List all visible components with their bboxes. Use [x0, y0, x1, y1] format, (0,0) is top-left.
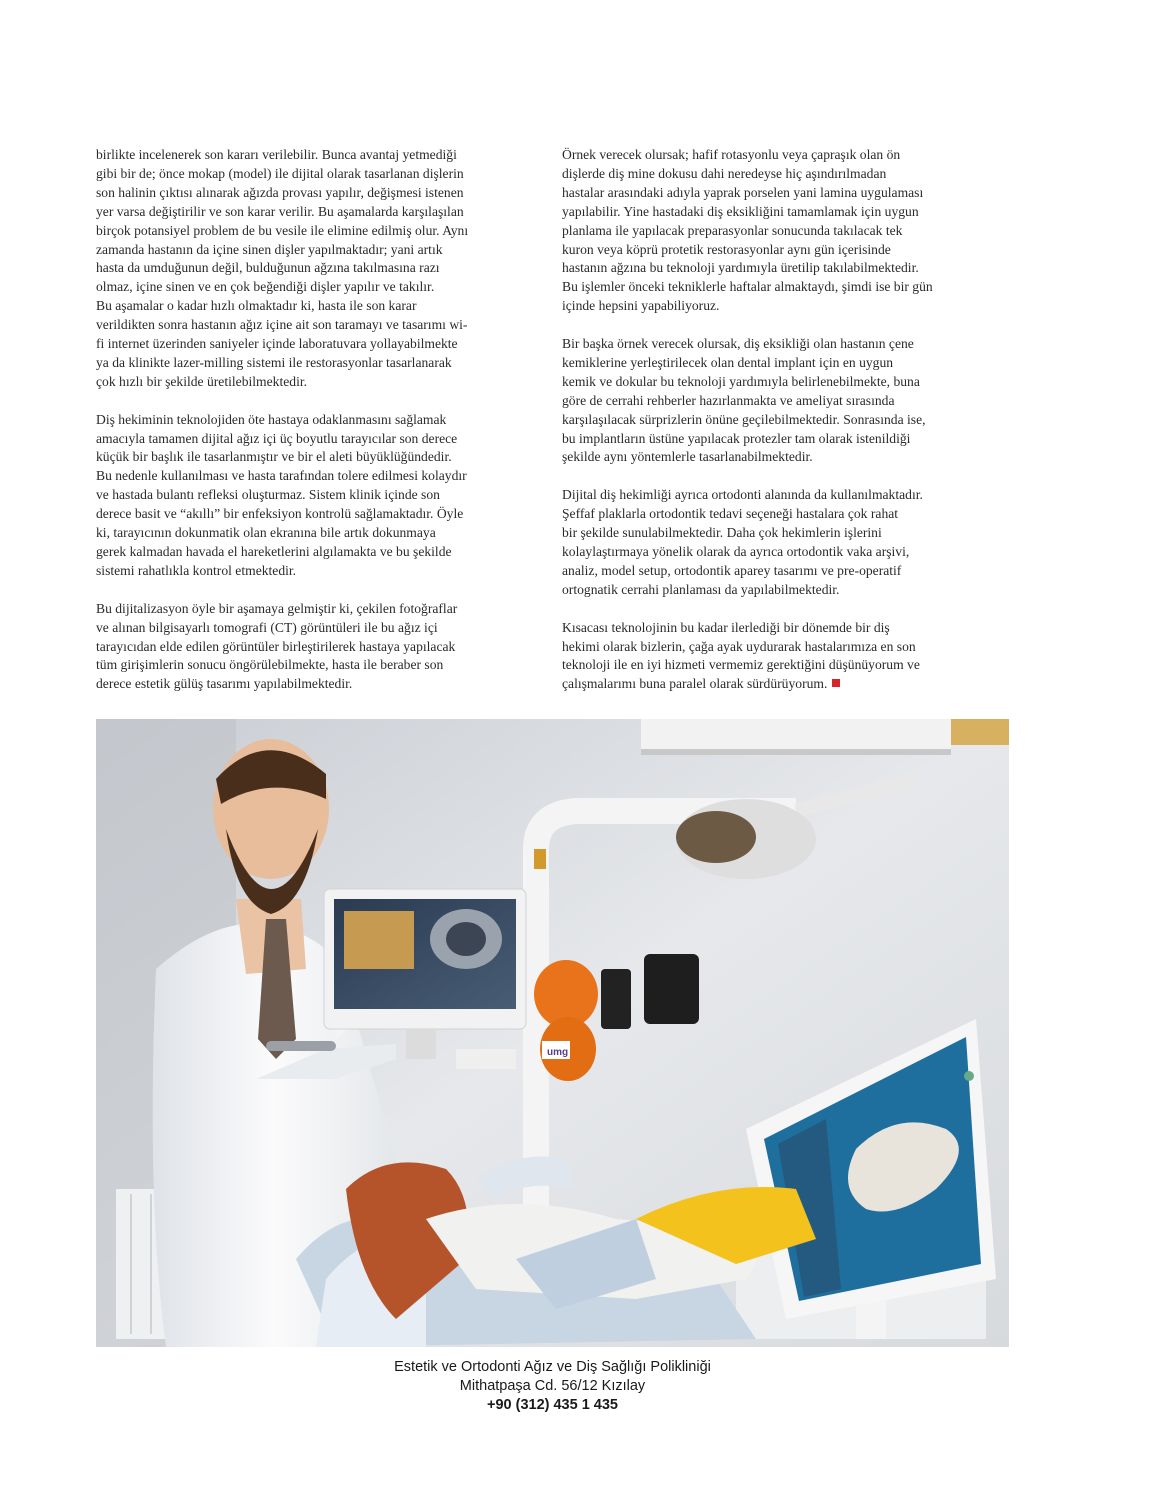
article-line: dişlerde diş mine dokusu dahi neredeyse hiç aşındırılmadan: [562, 165, 887, 181]
article-line: Bu işlemler önceki tekniklerle haftalar almaktaydı, şimdi ise bir gün: [562, 279, 933, 295]
article-line: gibi bir de; önce mokap (model) ile dijital olarak tasarlanan dişlerin: [96, 165, 464, 181]
article-line: birçok potansiyel problem de bu vesile ile elimine edilmiş olur. Aynı: [96, 222, 469, 238]
article-line: zamanda hastanın da içine sinen dişler yapılmaktadır; yani artık: [96, 241, 443, 257]
article-line: verildikten sonra hastanın ağız içine ait son taramayı ve tasarımı wi-: [96, 317, 468, 333]
article-line: Bir başka örnek verecek olursak, diş eksikliği olan hastanın çene: [562, 336, 914, 352]
article-line: bu implantların üstüne yapılacak protezler tam olarak istenildiği: [562, 430, 911, 446]
article-line: kuron veya köprü protetik restorasyonlar aynı gün içerisinde: [562, 241, 891, 257]
article-line: Kısacası teknolojinin bu kadar ilerlediği bir dönemde bir diş: [562, 619, 890, 635]
article-line: olmaz, içine sinen ve en çok beğendiği dişler yapılır ve takılır.: [96, 279, 435, 295]
article-line: Şeffaf plaklarla ortodontik tedavi seçeneği hastalara çok rahat: [562, 506, 899, 522]
article-line: ortognatik cerrahi planlaması da yapılabilmektedir.: [562, 581, 840, 597]
article-line: derece basit ve “akıllı” bir enfeksiyon kontrolü sağlamaktadır. Öyle: [96, 506, 464, 522]
article-line: teknoloji ile en iyi hizmeti vermemiz gerektiğini düşünüyorum ve: [562, 657, 920, 673]
article-line: ve alınan bilgisayarlı tomografi (CT) görüntüleri ile bu ağız içi: [96, 619, 438, 635]
article-paragraph: [96, 600, 541, 695]
article-line: planlama ile yapılacak preparasyonlar sonucunda takılacak tek: [562, 222, 903, 238]
mascot-badge-text: umg: [547, 1047, 569, 1058]
article-paragraph: [562, 486, 1010, 599]
article-line: birlikte incelenerek son kararı verilebilir. Bunca avantaj yetmediği: [96, 147, 457, 162]
article-line: Dijital diş hekimliği ayrıca ortodonti alanında da kullanılmaktadır.: [562, 487, 923, 503]
article-line: çalışmalarımı buna paralel olarak sürdürüyorum.: [562, 675, 1010, 694]
article-paragraph: [96, 411, 541, 581]
article-line: şekilde aynı yöntemlerle tasarlanabilmektedir.: [562, 449, 813, 465]
article-line: Bu dijitalizasyon öyle bir aşamaya gelmiştir ki, çekilen fotoğraflar: [96, 600, 458, 616]
article-line: yapılabilir. Yine hastadaki diş eksikliğini tamamlamak için uygun: [562, 203, 919, 219]
article-line: ki, tarayıcının dokunmatik olan ekranına bile artık dokunmaya: [96, 525, 436, 541]
article-paragraph: [96, 146, 541, 392]
article-line: son halinin çıktısı alınarak ağızda provası yapılır, değişmesi istenen: [96, 184, 464, 200]
article-line: hasta da umduğunun değil, bulduğunun ağzına takılmasına razı: [96, 260, 440, 276]
article-line: yer varsa değiştirilir ve son karar verilir. Bu aşamalarda karşılaşılan: [96, 203, 464, 219]
clinic-name: Estetik ve Ortodonti Ağız ve Diş Sağlığı Polikliniği: [394, 1359, 711, 1375]
article-paragraph: [562, 146, 1010, 316]
article-line: ya da klinikte lazer-milling sistemi ile restorasyonlar tasarlanarak: [96, 354, 452, 370]
article-line: Bu nedenle kullanılması ve hasta tarafından tolere edilmesi kolaydır: [96, 468, 467, 484]
article-line: göre de cerrahi rehberler hazırlanmakta ve ameliyat sırasında: [562, 392, 895, 408]
photo-caption: [96, 1358, 1009, 1415]
article-line: çok hızlı bir şekilde üretilebilmektedir.: [96, 373, 308, 389]
article-line: karşılaşılacak sürprizlerin önüne geçilebilmektedir. Sonrasında ise,: [562, 411, 926, 427]
article-line: küçük bir başlık ile tasarlanmıştır ve bir el aleti büyüklüğündedir.: [96, 449, 452, 465]
article-left-column: [96, 146, 541, 713]
article-line: ve hastada bulantı refleksi oluşturmaz. Sistem klinik içinde son: [96, 487, 440, 503]
article-line: derece estetik gülüş tasarımı yapılabilmektedir.: [96, 676, 353, 692]
article-line: kemiklerine yerleştirilecek olan dental implant için en uygun: [562, 354, 894, 370]
article-line: tüm girişimlerin sonucu öngörülebilmekte, hasta ile beraber son: [96, 657, 444, 673]
article-line: kolaylaştırmaya yönelik olarak da ayrıca ortodontik vaka arşivi,: [562, 544, 910, 559]
article-line: Örnek verecek olursak; hafif rotasyonlu veya çapraşık olan ön: [562, 147, 901, 162]
article-line: Diş hekiminin teknolojiden öte hastaya odaklanmasını sağlamak: [96, 411, 447, 427]
article-line: tarayıcıdan elde edilen görüntüler birleştirilerek hastaya yapılacak: [96, 638, 456, 654]
article-line: Bu aşamalar o kadar hızlı olmaktadır ki, hasta ile son karar: [96, 298, 417, 314]
article-line: gerek kalmadan havada el hareketlerini algılamakta ve bu şekilde: [96, 544, 452, 560]
article-line: hastalar arasındaki adıyla yaprak porselen yani lamina uygulaması: [562, 184, 924, 200]
article-line: amacıyla tamamen dijital ağız içi üç boyutlu tarayıcılar son derece: [96, 430, 458, 446]
article-line: kemik ve dokular bu teknoloji yardımıyla belirlenebilmekte, buna: [562, 373, 920, 389]
article-line: içinde hepsini yapabiliyoruz.: [562, 298, 720, 314]
article-line: analiz, model setup, ortodontik aparey tasarımı ve pre-operatif: [562, 562, 902, 578]
clinic-photo: [96, 719, 1009, 1347]
article-paragraph: [562, 335, 1010, 467]
clinic-address: Mithatpaşa Cd. 56/12 Kızılay: [459, 1378, 646, 1394]
clinic-phone[interactable]: +90 (312) 435 1 435: [486, 1397, 618, 1413]
article-line: bir şekilde sunulabilmektedir. Daha çok hekimlerin işlerini: [562, 525, 882, 541]
article-right-column: [562, 146, 1010, 713]
end-of-article-mark: [832, 679, 840, 687]
article-line: hastanın ağzına bu teknoloji yardımıyla üretilip takılabilmektedir.: [562, 260, 919, 276]
article-paragraph: [562, 619, 1010, 695]
article-line: sistemi rahatlıkla kontrol etmektedir.: [96, 562, 297, 578]
article-line: hekimi olarak bizlerin, çağa ayak uydurarak hastalarımıza en son: [562, 638, 916, 654]
article-line: fi internet üzerinden saniyeler içinde laboratuvara yollayabilmekte: [96, 336, 458, 352]
